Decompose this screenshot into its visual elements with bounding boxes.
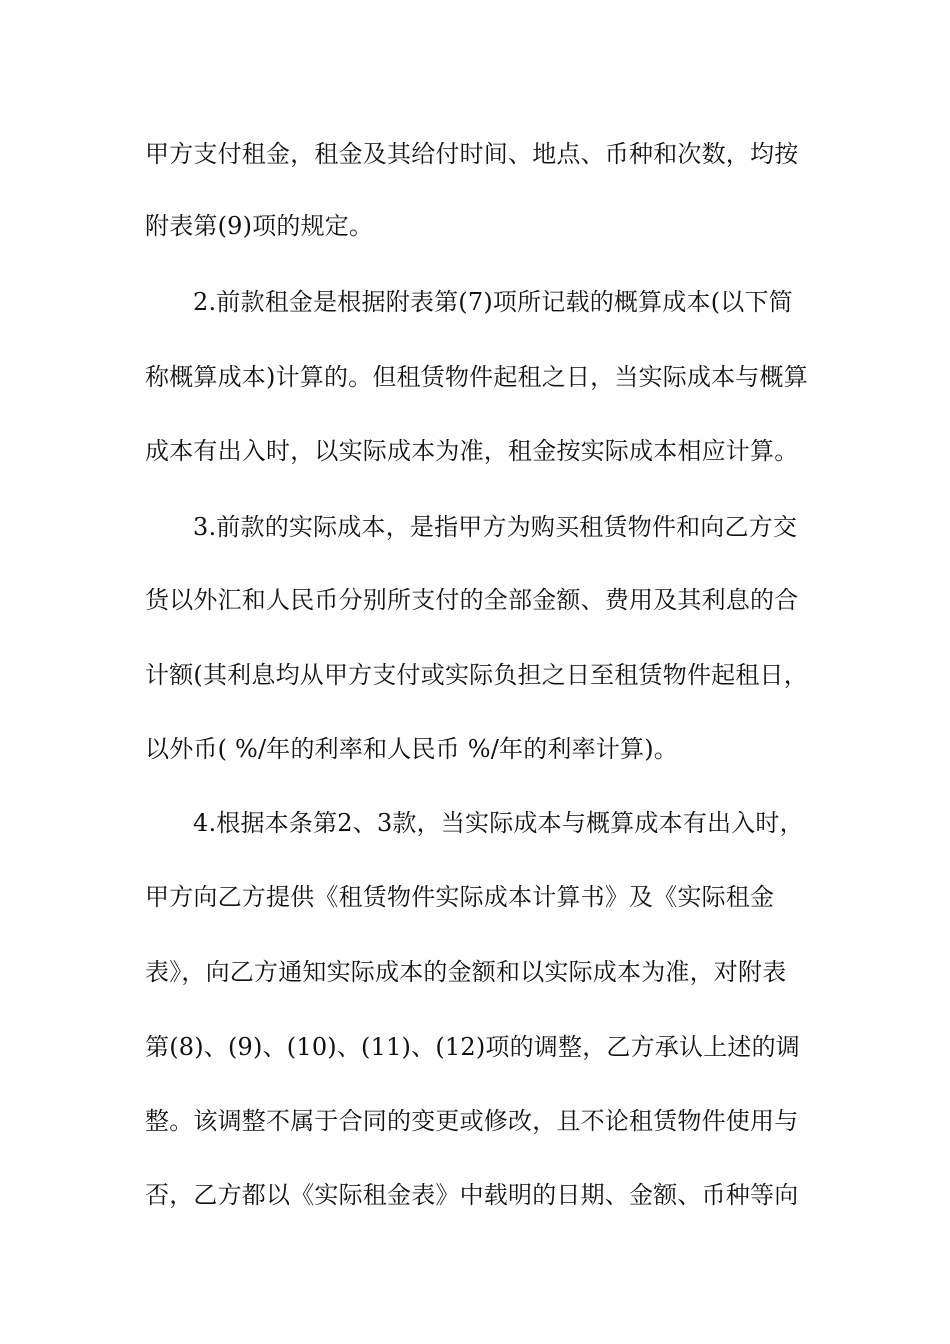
text-line: 附表第(9)项的规定。 — [145, 212, 374, 240]
text-line: 称概算成本)计算的。但租赁物件起租之日，当实际成本与概算 — [145, 363, 808, 391]
text-line: 成本有出入时，以实际成本为准，租金按实际成本相应计算。 — [145, 437, 799, 465]
text-line: 以外币( %/年的利率和人民币 %/年的利率计算)。 — [145, 735, 678, 763]
text-line: 表》，向乙方通知实际成本的金额和以实际成本为准，对附表 — [145, 958, 787, 986]
text-line: 甲方向乙方提供《租赁物件实际成本计算书》及《实际租金 — [145, 883, 775, 911]
text-line: 甲方支付租金，租金及其给付时间、地点、币种和次数，均按 — [145, 140, 799, 168]
text-line: 整。该调整不属于合同的变更或修改，且不论租赁物件使用与 — [145, 1107, 799, 1135]
paragraph-2-first-line: 2.前款租金是根据附表第(7)项所记载的概算成本(以下简 — [193, 288, 793, 316]
text-line: 否，乙方都以《实际租金表》中载明的日期、金额、币种等向 — [145, 1181, 799, 1209]
paragraph-3-first-line: 3.前款的实际成本，是指甲方为购买租赁物件和向乙方交 — [193, 513, 798, 541]
text-line: 计额(其利息均从甲方支付或实际负担之日至租赁物件起租日， — [145, 661, 808, 689]
text-line: 货以外汇和人民币分别所支付的全部金额、费用及其利息的合 — [145, 586, 799, 614]
paragraph-4-first-line: 4.根据本条第2、3款，当实际成本与概算成本有出入时， — [193, 809, 804, 837]
text-line: 第(8)、(9)、(10)、(11)、(12)项的调整，乙方承认上述的调 — [145, 1033, 800, 1061]
